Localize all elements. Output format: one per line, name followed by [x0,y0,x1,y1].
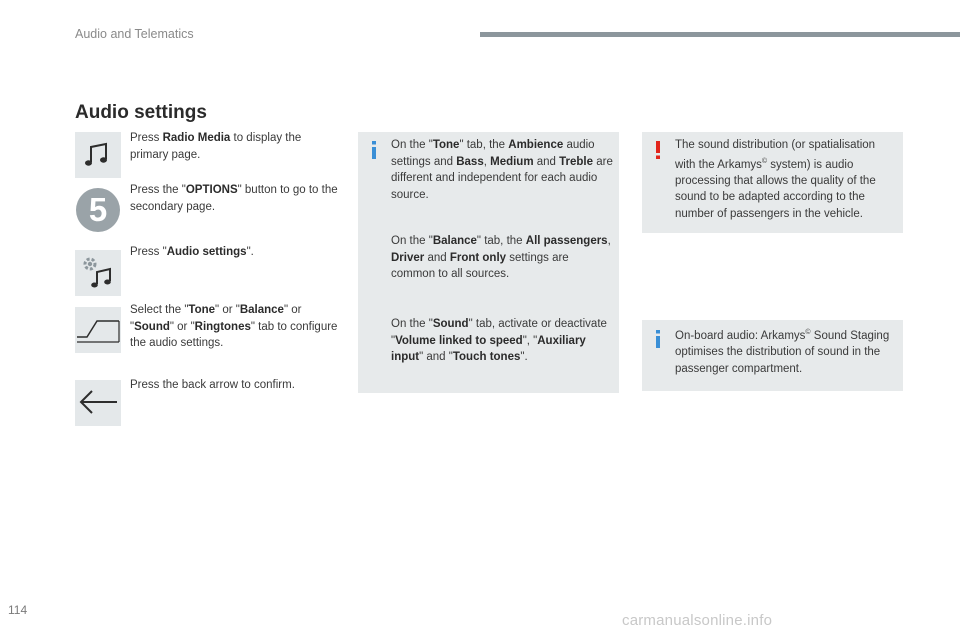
audio-settings-icon [75,250,121,296]
step-1-text: Press Radio Media to display the primary page. [130,132,302,161]
page-number: 114 [8,603,28,617]
section-title: Audio settings [75,102,207,123]
step-5-text: Press the back arrow to confirm. [130,379,295,391]
info-paragraph-balance: On the "Balance" tab, the All passengers, Driver and Front only settings are common to all sources. [391,235,611,280]
info-paragraph-sound: On the "Sound" tab, activate or deactivate "Volume linked to speed", "Auxiliary input" and "Touch tones". [391,318,607,363]
header-accent-bar [480,32,960,37]
info-icon [653,330,663,353]
step-2-text: Press the "OPTIONS" button to go to the secondary page. [130,184,338,213]
info-icon [369,141,379,164]
note-text: On-board audio: Arkamys© Sound Staging optimises the distribution of sound in the passenger compartment. [675,329,890,375]
page-header-title: Audio and Telematics [75,27,194,41]
music-note-icon [75,132,121,178]
tab-icon [75,307,121,353]
step-number: 5 [88,191,108,228]
warning-icon [653,141,663,164]
step-4-text: Select the "Tone" or "Balance" or "Sound" or "Ringtones" tab to configure the audio settings. [130,304,338,349]
back-arrow-icon [75,380,121,426]
watermark: carmanualsonline.info [622,612,773,629]
number-5-icon [75,187,121,233]
warning-text: The sound distribution (or spatialisation with the Arkamys© system) is audio processing that allows the quality of the sound to be adapted according to the number of passengers in the vehicle. [675,139,876,220]
info-paragraph-tone: On the "Tone" tab, the Ambience audio settings and Bass, Medium and Treble are different and independent for each audio source. [391,139,613,201]
step-3-text: Press "Audio settings". [130,246,254,258]
